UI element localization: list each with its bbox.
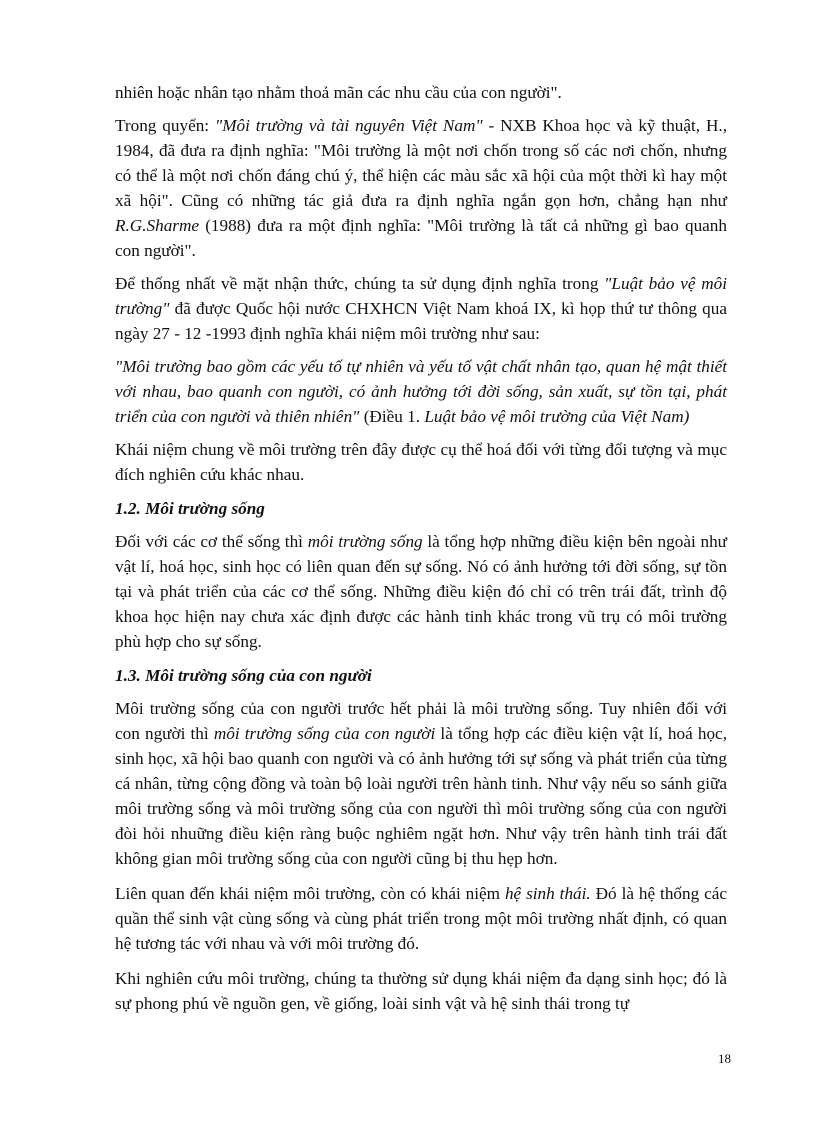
term-ecosystem: hệ sinh thái. xyxy=(504,884,591,903)
paragraph-text: Liên quan đến khái niệm môi trường, còn có khái niệm xyxy=(115,884,505,903)
section-heading-1-3: 1.3. Môi trường sống của con người xyxy=(115,666,372,685)
paragraph-text: Khái niệm chung về môi trường trên đây được cụ thể hoá đối với từng đối tượng và mục đích nghiên cứu khác nhau. xyxy=(115,440,727,484)
paragraph-text: Đối với các cơ thể sống thì xyxy=(115,532,308,551)
paragraph-text: là tổng hợp các điều kiện vật lí, hoá học, sinh học, xã hội bao quanh con người và có ảnh hưởng tới sự sống và phát triển của từng cá nhân, từng cộng đồng và toàn bộ loài người trên hành tinh. Như vậy nếu so sánh giữa môi trường sống và môi trường sống của con người thì môi trường sống của con người đòi hỏi nhuững điều kiện ràng buộc nghiêm ngặt hơn. Như vậy trên hành tinh trái đất không gian môi trường sống của con người cũng bị thu hẹp hơn. xyxy=(115,724,727,868)
paragraph-text: là tổng hợp những điều kiện bên ngoài như vật lí, hoá học, sinh học có liên quan đến sự sống. Nó có ảnh hưởng tới đời sống, sự tồn tại và phát triển của các cơ thể sống. Những điều kiện đó chỉ có trên trái đất, trình độ khoa học hiện nay chưa xác định được các hành tinh khác trong vũ trụ có môi trường phù hợp cho sự sống. xyxy=(115,532,727,651)
paragraph-biodiversity xyxy=(115,966,727,1016)
paragraph-continuation xyxy=(115,80,727,105)
paragraph-ecosystem xyxy=(115,881,727,956)
term-human-environment: môi trường sống của con người xyxy=(213,724,436,743)
paragraph-text: (1988) đưa ra một định nghĩa: "Môi trường là tất cả những gì bao quanh con người". xyxy=(115,216,727,260)
paragraph-text: Đó là hệ thống các quần thể sinh vật cùng sống và cùng phát triển trong một môi trường nhất định, có quan hệ tương tác với nhau và với môi trường đó. xyxy=(115,884,727,953)
paragraph-text: Khi nghiên cứu môi trường, chúng ta thường sử dụng khái niệm đa dạng sinh học; đó là sự phong phú về nguồn gen, về giống, loài sinh vật và hệ sinh thái trong tự xyxy=(115,969,727,1013)
paragraph-law-quote xyxy=(115,354,727,429)
paragraph-law-intro xyxy=(115,271,727,346)
paragraph-book-definition xyxy=(115,113,727,263)
section-heading-1-2: 1.2. Môi trường sống xyxy=(115,499,265,518)
author-name: R.G.Sharme xyxy=(115,216,200,235)
paragraph-general-concept xyxy=(115,437,727,487)
paragraph-human-environment xyxy=(115,696,727,871)
law-source: Luật bảo vệ môi trường của Việt Nam) xyxy=(424,407,690,426)
document-page xyxy=(115,80,727,1016)
law-quote: "Môi trường bao gồm các yếu tố tự nhiên và yếu tố vật chất nhân tạo, quan hệ mật thiết với nhau, bao quanh con người, có ảnh hưởng tới đời sống, sản xuất, sự tồn tại, phát triển của con người và thiên nhiên" xyxy=(115,357,727,426)
paragraph-text: nhiên hoặc nhân tạo nhằm thoả mãn các nhu cầu của con người". xyxy=(115,83,562,102)
paragraph-living-environment xyxy=(115,529,727,654)
paragraph-text: Môi trường sống của con người trước hết phải là môi trường sống. Tuy nhiên đối với con người thì xyxy=(115,699,727,743)
paragraph-text: (Điều 1. xyxy=(359,407,425,426)
term-living-environment: môi trường sống xyxy=(307,532,423,551)
book-title: "Môi trường và tài nguyên Việt Nam" xyxy=(215,116,483,135)
page-number: 18 xyxy=(718,1051,731,1066)
law-title: "Luật bảo vệ môi trường" xyxy=(115,274,727,318)
paragraph-text: Trong quyển: xyxy=(115,116,215,135)
paragraph-text: Để thống nhất về mặt nhận thức, chúng ta sử dụng định nghĩa trong xyxy=(115,274,605,293)
paragraph-text: đã được Quốc hội nước CHXHCN Việt Nam khoá IX, kì họp thứ tư thông qua ngày 27 - 12 -1993 định nghĩa khái niệm môi trường như sau: xyxy=(115,299,727,343)
paragraph-text: - NXB Khoa học và kỹ thuật, H., 1984, đã đưa ra định nghĩa: "Môi trường là một nơi chốn trong số các nơi chốn, nhưng có thể là một nơi chốn đáng chú ý, thể hiện các màu sắc xã hội của một thời kì hay một xã hội". Cũng có những tác giả đưa ra định nghĩa ngắn gọn hơn, chẳng hạn như xyxy=(115,116,727,210)
